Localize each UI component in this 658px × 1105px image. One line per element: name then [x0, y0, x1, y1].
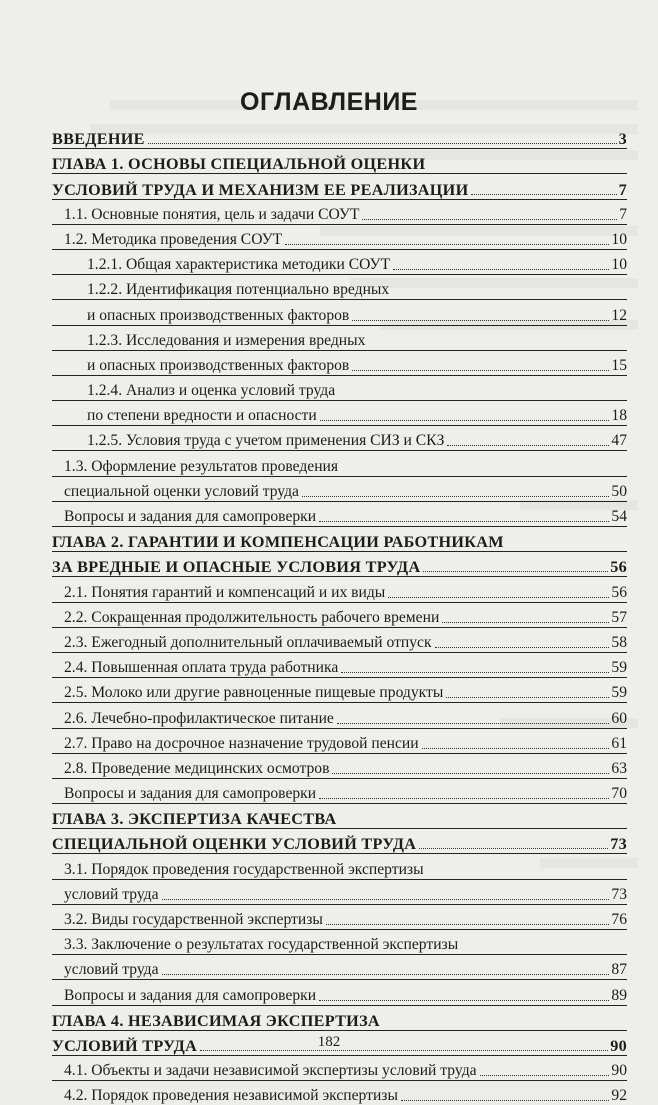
toc-entry-page: 61: [611, 734, 627, 752]
toc-entry-title: 4.2. Порядок проведения независимой экспертизы: [64, 1087, 398, 1105]
toc-entry-page: 57: [611, 608, 627, 626]
toc-entry: [52, 627, 627, 652]
toc-entry-page: 7: [619, 205, 627, 223]
toc-entry-title: ЗА ВРЕДНЫЕ И ОПАСНЫЕ УСЛОВИЯ ТРУДА: [52, 558, 421, 577]
dot-leader: [447, 445, 609, 446]
toc-entry-title: УСЛОВИЙ ТРУДА И МЕХАНИЗМ ЕЕ РЕАЛИЗАЦИИ: [52, 180, 469, 199]
toc-entry-title: 1.2.3. Исследования и измерения вредных: [87, 331, 366, 349]
toc-entry-title: ВВЕДЕНИЕ: [52, 130, 145, 149]
toc-entry: [52, 526, 627, 551]
page-title: ОГЛАВЛЕНИЕ: [240, 88, 418, 116]
toc-entry-page: 92: [611, 1087, 627, 1105]
toc-entry: [52, 954, 627, 979]
toc-entry: [52, 853, 627, 878]
toc-entry-page: 59: [611, 659, 627, 677]
dot-leader: [446, 697, 609, 698]
toc-entry: [52, 753, 627, 778]
toc-entry: [52, 450, 627, 475]
dot-leader: [362, 219, 617, 220]
toc-entry-title: Вопросы и задания для самопроверки: [64, 785, 317, 803]
dot-leader: [393, 269, 609, 270]
toc-entry-title: Вопросы и задания для самопроверки: [64, 986, 317, 1004]
toc-entry-title: ГЛАВА 3. ЭКСПЕРТИЗА КАЧЕСТВА: [52, 810, 337, 829]
toc-entry: [52, 299, 627, 324]
toc-entry-title: ГЛАВА 2. ГАРАНТИИ И КОМПЕНСАЦИИ РАБОТНИКАМ: [52, 533, 504, 552]
toc-entry: [52, 576, 627, 601]
toc-entry-title: по степени вредности и опасности: [87, 407, 317, 425]
toc-entry-title: специальной оценки условий труда: [64, 482, 299, 500]
toc-entry: [52, 702, 627, 727]
toc-entry-page: 70: [611, 785, 627, 803]
toc-entry-page: 58: [611, 633, 627, 651]
toc-entry-title: условий труда: [64, 885, 159, 903]
toc-entry: [52, 375, 627, 400]
toc-entry-page: 73: [611, 885, 627, 903]
toc-entry: [52, 325, 627, 350]
toc-entry-title: 1.2.1. Общая характеристика методики СОУТ: [87, 256, 391, 274]
dot-leader: [162, 974, 610, 975]
toc-entry: [52, 476, 627, 501]
toc-entry-page: 7: [618, 180, 627, 199]
toc-entry-title: 2.3. Ежегодный дополнительный оплачиваемый отпуск: [64, 633, 432, 651]
toc-entry-title: 3.1. Порядок проведения государственной экспертизы: [64, 860, 424, 878]
toc-entry-title: 1.2.5. Условия труда с учетом применения СИЗ и СКЗ: [87, 432, 445, 450]
dot-leader: [422, 748, 610, 749]
dot-leader: [341, 672, 609, 673]
dot-leader: [337, 723, 610, 724]
dot-leader: [148, 143, 617, 144]
toc-entry: [52, 904, 627, 929]
toc-entry-page: 76: [611, 911, 627, 928]
toc-entry-page: 50: [611, 482, 627, 500]
dot-leader: [419, 848, 608, 849]
toc-entry-title: условий труда: [64, 961, 159, 979]
dot-leader: [332, 773, 609, 774]
toc-entry-title: СПЕЦИАЛЬНОЙ ОЦЕНКИ УСЛОВИЙ ТРУДА: [52, 835, 417, 854]
toc-entry-title: 2.2. Сокращенная продолжительность рабочего времени: [64, 608, 440, 626]
dot-leader: [480, 1075, 610, 1076]
toc-entry: [52, 173, 627, 198]
toc-entry-title: 2.7. Право на досрочное назначение трудовой пенсии: [64, 734, 419, 752]
dot-leader: [471, 194, 616, 195]
toc-entry-page: 15: [611, 356, 627, 374]
dot-leader: [319, 1000, 609, 1001]
toc-entry-title: 2.8. Проведение медицинских осмотров: [64, 759, 330, 777]
toc-entry-page: 56: [610, 558, 627, 577]
toc-entry-page: 87: [611, 961, 627, 979]
toc-entry-title: 3.2. Виды государственной экспертизы: [64, 911, 323, 928]
dot-leader: [285, 244, 609, 245]
toc-entry-page: 90: [611, 1062, 627, 1080]
toc-entry-page: 59: [611, 684, 627, 702]
toc-entry-page: 60: [611, 709, 627, 727]
dot-leader: [326, 924, 610, 925]
toc-entry: [52, 501, 627, 526]
toc-entry-title: 3.3. Заключение о результатах государственной экспертизы: [64, 936, 459, 954]
dot-leader: [352, 370, 609, 371]
toc-entry-title: 1.2.2. Идентификация потенциально вредных: [87, 281, 390, 299]
toc-entry-page: 90: [610, 1036, 627, 1055]
toc-entry: [52, 425, 627, 450]
toc-entry-page: 12: [611, 306, 627, 324]
toc-entry-title: 2.6. Лечебно-профилактическое питание: [64, 709, 334, 727]
toc-entry: [52, 1005, 627, 1030]
toc-entry-title: 1.2.4. Анализ и оценка условий труда: [87, 382, 336, 400]
toc-entry: [52, 148, 627, 173]
dot-leader: [302, 496, 609, 497]
toc-entry-page: 56: [611, 583, 627, 601]
toc-entry: [52, 224, 627, 249]
toc-entry: [52, 400, 627, 425]
toc-entry-title: 2.5. Молоко или другие равноценные пищевые продукты: [64, 684, 444, 702]
table-of-contents: [52, 124, 627, 1105]
dot-leader: [423, 571, 608, 572]
toc-entry-page: 54: [611, 508, 627, 525]
toc-entry: [52, 274, 627, 299]
toc-entry-title: 2.1. Понятия гарантий и компенсаций и их виды: [64, 583, 386, 601]
toc-entry-page: 73: [610, 835, 627, 854]
toc-entry-title: 1.3. Оформление результатов проведения: [64, 457, 339, 475]
dot-leader: [319, 521, 609, 522]
dot-leader: [352, 320, 609, 321]
toc-entry-title: ГЛАВА 4. НЕЗАВИСИМАЯ ЭКСПЕРТИЗА: [52, 1011, 380, 1030]
toc-entry-page: 89: [611, 986, 627, 1004]
dot-leader: [320, 420, 610, 421]
toc-entry: [52, 124, 627, 148]
toc-entry: [52, 929, 627, 954]
toc-entry: [52, 979, 627, 1004]
toc-entry: [52, 249, 627, 274]
toc-entry: [52, 778, 627, 803]
toc-entry: [52, 828, 627, 853]
toc-entry: [52, 652, 627, 677]
toc-entry-title: Вопросы и задания для самопроверки: [64, 508, 317, 525]
dot-leader: [442, 622, 609, 623]
toc-entry-page: 10: [611, 230, 627, 248]
toc-entry-title: 2.4. Повышенная оплата труда работника: [64, 659, 339, 677]
toc-entry-title: УСЛОВИЙ ТРУДА: [52, 1036, 198, 1055]
toc-entry: [52, 551, 627, 576]
toc-entry-page: 18: [611, 407, 627, 425]
toc-entry-title: 1.2. Методика проведения СОУТ: [64, 230, 283, 248]
dot-leader: [388, 597, 609, 598]
toc-entry-page: 10: [611, 256, 627, 274]
toc-entry-title: ГЛАВА 1. ОСНОВЫ СПЕЦИАЛЬНОЙ ОЦЕНКИ: [52, 155, 426, 174]
toc-entry: [52, 803, 627, 828]
page-number: 182: [317, 1034, 341, 1050]
dot-leader: [435, 647, 610, 648]
dot-leader: [319, 798, 609, 799]
toc-entry: [52, 350, 627, 375]
dot-leader: [162, 899, 610, 900]
toc-entry-title: и опасных производственных факторов: [87, 356, 350, 374]
toc-entry-page: 3: [618, 130, 627, 149]
toc-entry-title: и опасных производственных факторов: [87, 306, 350, 324]
toc-entry: [52, 1055, 627, 1080]
dot-leader: [401, 1100, 609, 1101]
toc-entry: [52, 199, 627, 224]
toc-entry: [52, 1080, 627, 1105]
toc-entry: [52, 728, 627, 753]
toc-entry: [52, 879, 627, 904]
toc-entry-page: 63: [611, 759, 627, 777]
toc-entry: [52, 602, 627, 627]
toc-entry: [52, 677, 627, 702]
toc-entry-page: 47: [611, 432, 627, 450]
toc-entry-title: 1.1. Основные понятия, цель и задачи СОУТ: [64, 205, 360, 223]
toc-entry-title: 4.1. Объекты и задачи независимой экспертизы условий труда: [64, 1062, 477, 1080]
